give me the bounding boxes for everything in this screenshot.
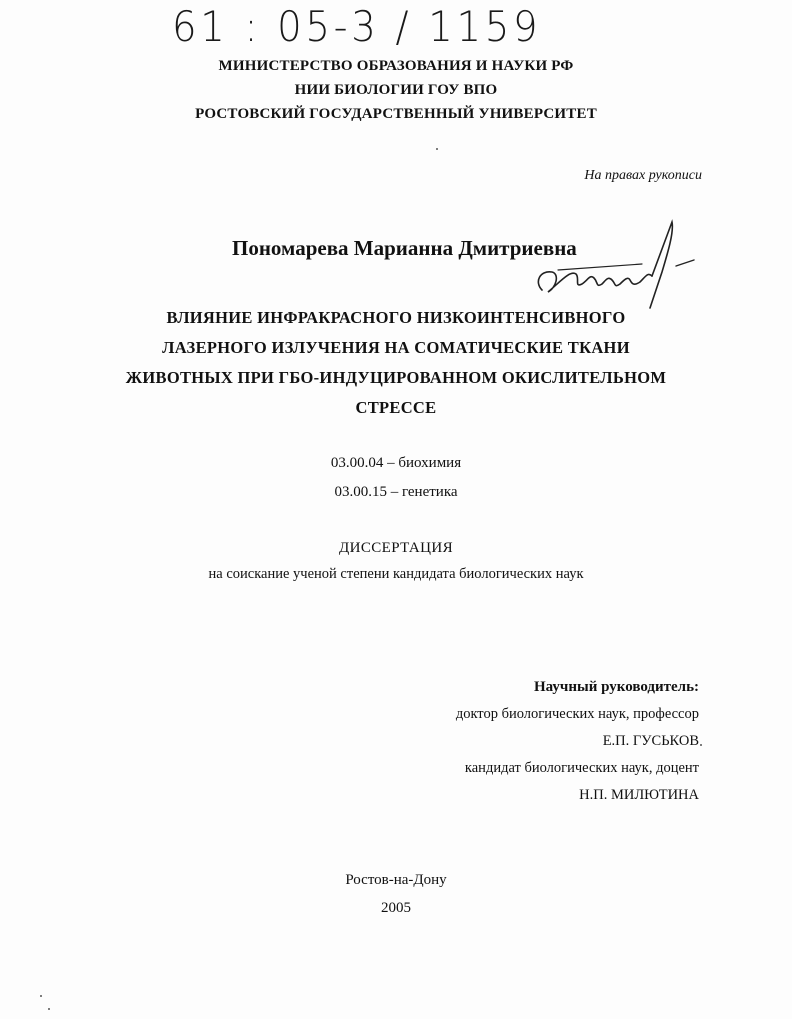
year: 2005 xyxy=(381,900,411,916)
ministry-line: МИНИСТЕРСТВО ОБРАЗОВАНИЯ И НАУКИ РФ xyxy=(218,58,574,74)
university-line: РОСТОВСКИЙ ГОСУДАРСТВЕННЫЙ УНИВЕРСИТЕТ xyxy=(195,106,597,122)
specialty-biochemistry: 03.00.04 – биохимия xyxy=(330,455,462,471)
scan-speck xyxy=(436,148,438,150)
supervisor-1-name: Е.П. ГУСЬКОВ xyxy=(602,733,699,749)
supervisor-1-title: доктор биологических наук, профессор xyxy=(455,706,699,722)
title-line-1: ВЛИЯНИЕ ИНФРАКРАСНОГО НИЗКОИНТЕНСИВНОГО xyxy=(166,308,626,327)
author-name: Пономарева Марианна Дмитриевна xyxy=(232,236,577,260)
supervisor-heading: Научный руководитель: xyxy=(534,679,699,695)
scan-speck xyxy=(48,1008,50,1010)
institute-line: НИИ БИОЛОГИИ ГОУ ВПО xyxy=(294,82,498,98)
title-line-3: ЖИВОТНЫХ ПРИ ГБО-ИНДУЦИРОВАННОМ ОКИСЛИТЕЛЬНОМ xyxy=(125,368,667,387)
scan-speck xyxy=(700,744,702,746)
specialty-genetics: 03.00.15 – генетика xyxy=(334,484,458,500)
manuscript-rights: На правах рукописи xyxy=(584,168,702,183)
city: Ростов-на-Дону xyxy=(345,872,447,888)
scan-speck xyxy=(40,995,42,997)
archive-code: 61 : 05-3 / 1159 xyxy=(172,2,542,51)
signature-icon xyxy=(530,212,700,312)
title-line-4: СТРЕССЕ xyxy=(355,398,437,417)
dissertation-description: на соискание ученой степени кандидата биологических наук xyxy=(208,566,584,582)
supervisor-2-name: Н.П. МИЛЮТИНА xyxy=(579,787,699,803)
supervisor-2-title: кандидат биологических наук, доцент xyxy=(464,760,699,776)
dissertation-label: ДИССЕРТАЦИЯ xyxy=(338,540,454,556)
title-line-2: ЛАЗЕРНОГО ИЗЛУЧЕНИЯ НА СОМАТИЧЕСКИЕ ТКАНИ xyxy=(162,338,630,357)
